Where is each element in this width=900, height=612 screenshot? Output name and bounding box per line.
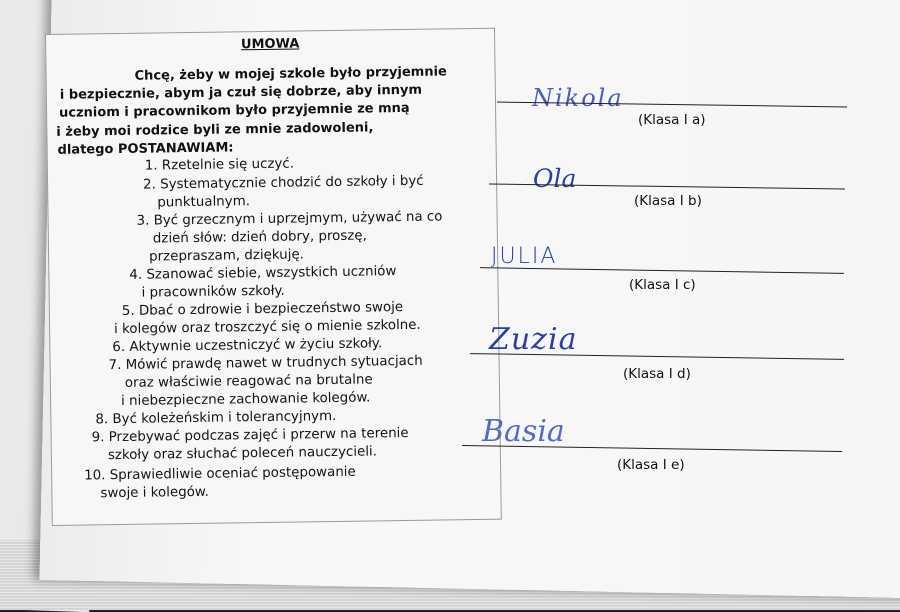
- rule-line: punktualnym.: [157, 194, 251, 211]
- rule-line: i kolegów oraz troszczyć się o mienie szkolne.: [114, 317, 421, 338]
- contract-title: UMOWA: [240, 36, 300, 53]
- rule-line: 5. Dbać o zdrowie i bezpieczeństwo swoje: [121, 300, 404, 319]
- rule-line: swoje i kolegów.: [100, 484, 209, 502]
- rule-line: i niebezpieczne zachowanie kolegów.: [121, 390, 371, 409]
- rule-line: 10. Sprawiedliwie oceniać postępowanie: [84, 464, 356, 484]
- handwritten-signature: Basia: [482, 414, 565, 449]
- class-label: (Klasa I a): [638, 112, 706, 128]
- rule-line: 9. Przebywać podczas zajęć i przerw na terenie: [91, 425, 409, 446]
- handwritten-signature: Nikola: [532, 84, 624, 112]
- rule-line: 2. Systematycznie chodzić do szkoły i być: [143, 173, 424, 193]
- rule-line: dzień słów: dzień dobry, proszę,: [152, 228, 367, 247]
- rule-list: [46, 29, 501, 525]
- handwritten-signature: Ola: [533, 164, 577, 193]
- rule-line: szkoły oraz słuchać poleceń nauczycieli.: [107, 444, 378, 464]
- contract-box: [45, 28, 502, 526]
- rule-line: 6. Aktywnie uczestniczyć w życiu szkoły.: [112, 336, 383, 356]
- class-label: (Klasa I e): [617, 457, 685, 473]
- intro-line: Chcę, żeby w mojej szkole było przyjemnie: [134, 64, 447, 84]
- class-label: (Klasa I b): [634, 193, 702, 209]
- intro-line: dlatego POSTANAWIAM:: [57, 140, 234, 158]
- rule-line: i pracowników szkoły.: [141, 283, 285, 301]
- rule-line: 8. Być koleżeńskim i tolerancyjnym.: [95, 408, 337, 428]
- intro-line: uczniom i pracownikom było przyjemnie ze mną: [59, 101, 410, 122]
- handwritten-signature: Zuzia: [489, 322, 578, 357]
- handwritten-signature: JULIA: [491, 244, 558, 269]
- rule-line: oraz właściwie reagować na brutalne: [124, 372, 373, 391]
- rule-line: 7. Mówić prawdę nawet w trudnych sytuacjach: [108, 353, 423, 374]
- rule-line: 4. Szanować siebie, wszystkich uczniów: [129, 264, 397, 283]
- rule-line: 3. Być grzecznym i uprzejmym, używać na co: [136, 209, 443, 229]
- intro-line: i bezpiecznie, abym ja czuł się dobrze, aby innym: [59, 82, 423, 104]
- class-label: (Klasa I c): [629, 277, 696, 293]
- rule-line: 1. Rzetelnie się uczyć.: [144, 156, 295, 174]
- class-label: (Klasa I d): [623, 366, 691, 382]
- intro-line: i żeby moi rodzice byli ze mnie zadowoleni,: [56, 120, 374, 140]
- rule-line: przepraszam, dziękuję.: [149, 247, 305, 265]
